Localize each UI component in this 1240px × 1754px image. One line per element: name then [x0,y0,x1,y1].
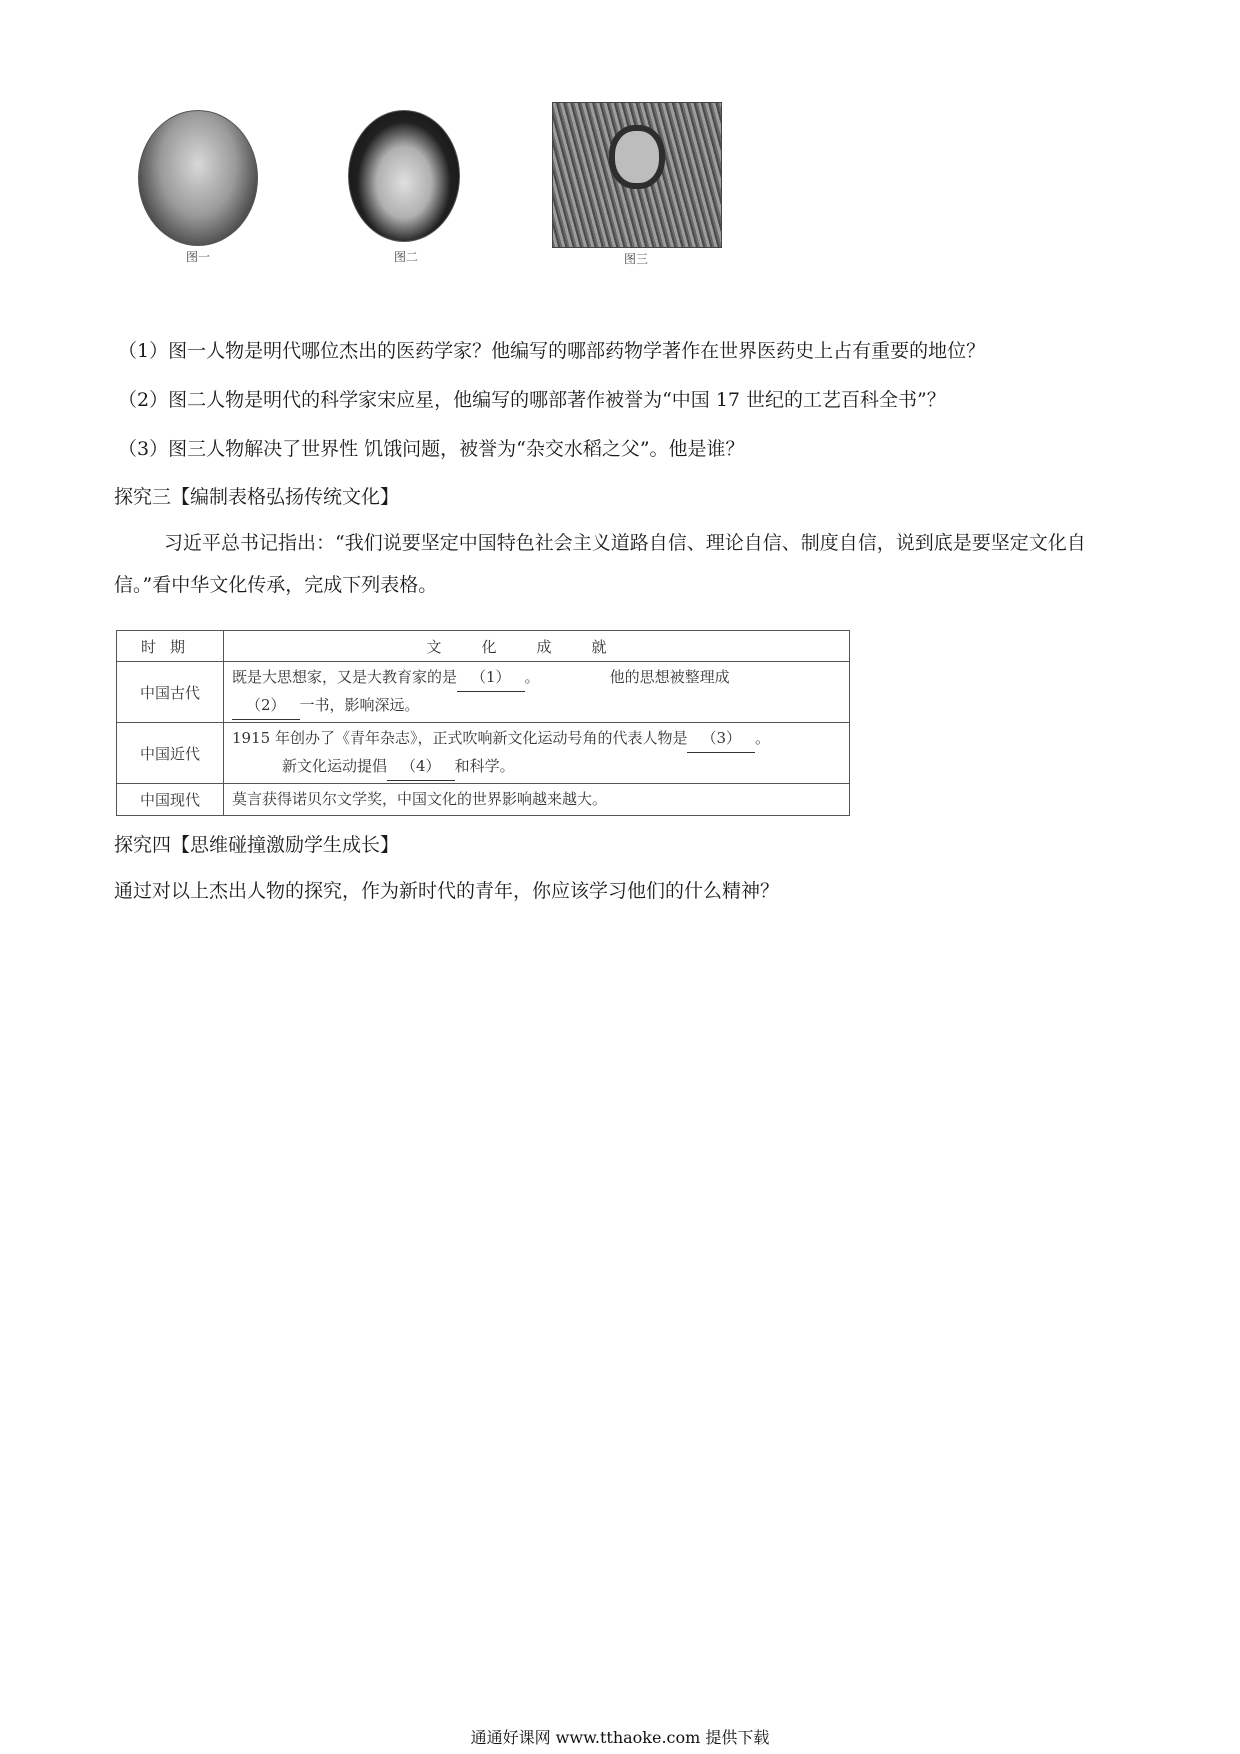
cell-text: 和科学。 [454,757,515,775]
table-header-achievement: 文化成就 [224,631,850,662]
figure-caption-3: 图三 [624,252,649,266]
section-4-title: 探究四【思维碰撞激励学生成长】 [114,834,400,856]
cell-text: 。 [755,729,771,747]
cell-text: 他的思想被整理成 [609,668,730,686]
table-cell-achievement [224,662,850,723]
blank-4[interactable]: （4） [387,753,455,781]
photo-image-3 [552,102,722,248]
portrait-image-2 [348,110,460,242]
question-1: （1）图一人物是明代哪位杰出的医药学家？他编写的哪部药物学著作在世界医药史上占有重要的地位？ [118,340,986,362]
table-cell-period: 中国近代 [117,723,224,784]
page-footer: 通通好课网 www.tthaoke.com 提供下载 [470,1728,770,1747]
figure-caption-1: 图一 [186,250,211,264]
table-row [117,723,850,784]
figure-row [120,110,840,310]
table-cell-period: 中国现代 [117,784,224,816]
table-row [117,662,850,723]
cell-text: 新文化运动提倡 [282,757,388,775]
cell-text: 。 [524,668,540,686]
question-2: （2）图二人物是明代的科学家宋应星，他编写的哪部著作被誉为“中国 17 世纪的工艺百科全书”？ [118,389,946,411]
cell-text: 1915 年创办了《青年杂志》，正式吹响新文化运动号角的代表人物是 [232,729,688,747]
section-3-paragraph [114,522,1124,606]
cell-text: 一书，影响深远。 [299,696,420,714]
blank-3[interactable]: （3） [687,725,755,753]
table-header-period: 时期 [117,631,224,662]
table-cell-achievement: 莫言获得诺贝尔文学奖，中国文化的世界影响越来越大。 [224,784,850,816]
table-row [117,784,850,816]
cell-text: 既是大思想家，又是大教育家的是 [232,668,458,686]
table-header-row [117,631,850,662]
table-cell-period: 中国古代 [117,662,224,723]
section-3-paragraph-text: 习近平总书记指出：“我们说要坚定中国特色社会主义道路自信、理论自信、制度自信，说到底是要坚定文化自信。”看中华文化传承，完成下列表格。 [114,532,1086,596]
blank-1[interactable]: （1） [457,664,525,692]
figure-2 [348,110,460,264]
section-4-question: 通过对以上杰出人物的探究，作为新时代的青年，你应该学习他们的什么精神？ [114,880,780,902]
table-cell-achievement [224,723,850,784]
culture-table [116,630,850,816]
blank-2[interactable]: （2） [232,692,300,720]
section-3-title: 探究三【编制表格弘扬传统文化】 [114,486,400,508]
question-3: （3）图三人物解决了世界性 饥饿问题，被誉为“杂交水稻之父”。他是谁？ [118,438,745,460]
figure-3 [552,102,722,266]
portrait-image-1 [138,110,258,246]
figure-caption-2: 图二 [394,250,419,264]
figure-1 [138,110,258,264]
